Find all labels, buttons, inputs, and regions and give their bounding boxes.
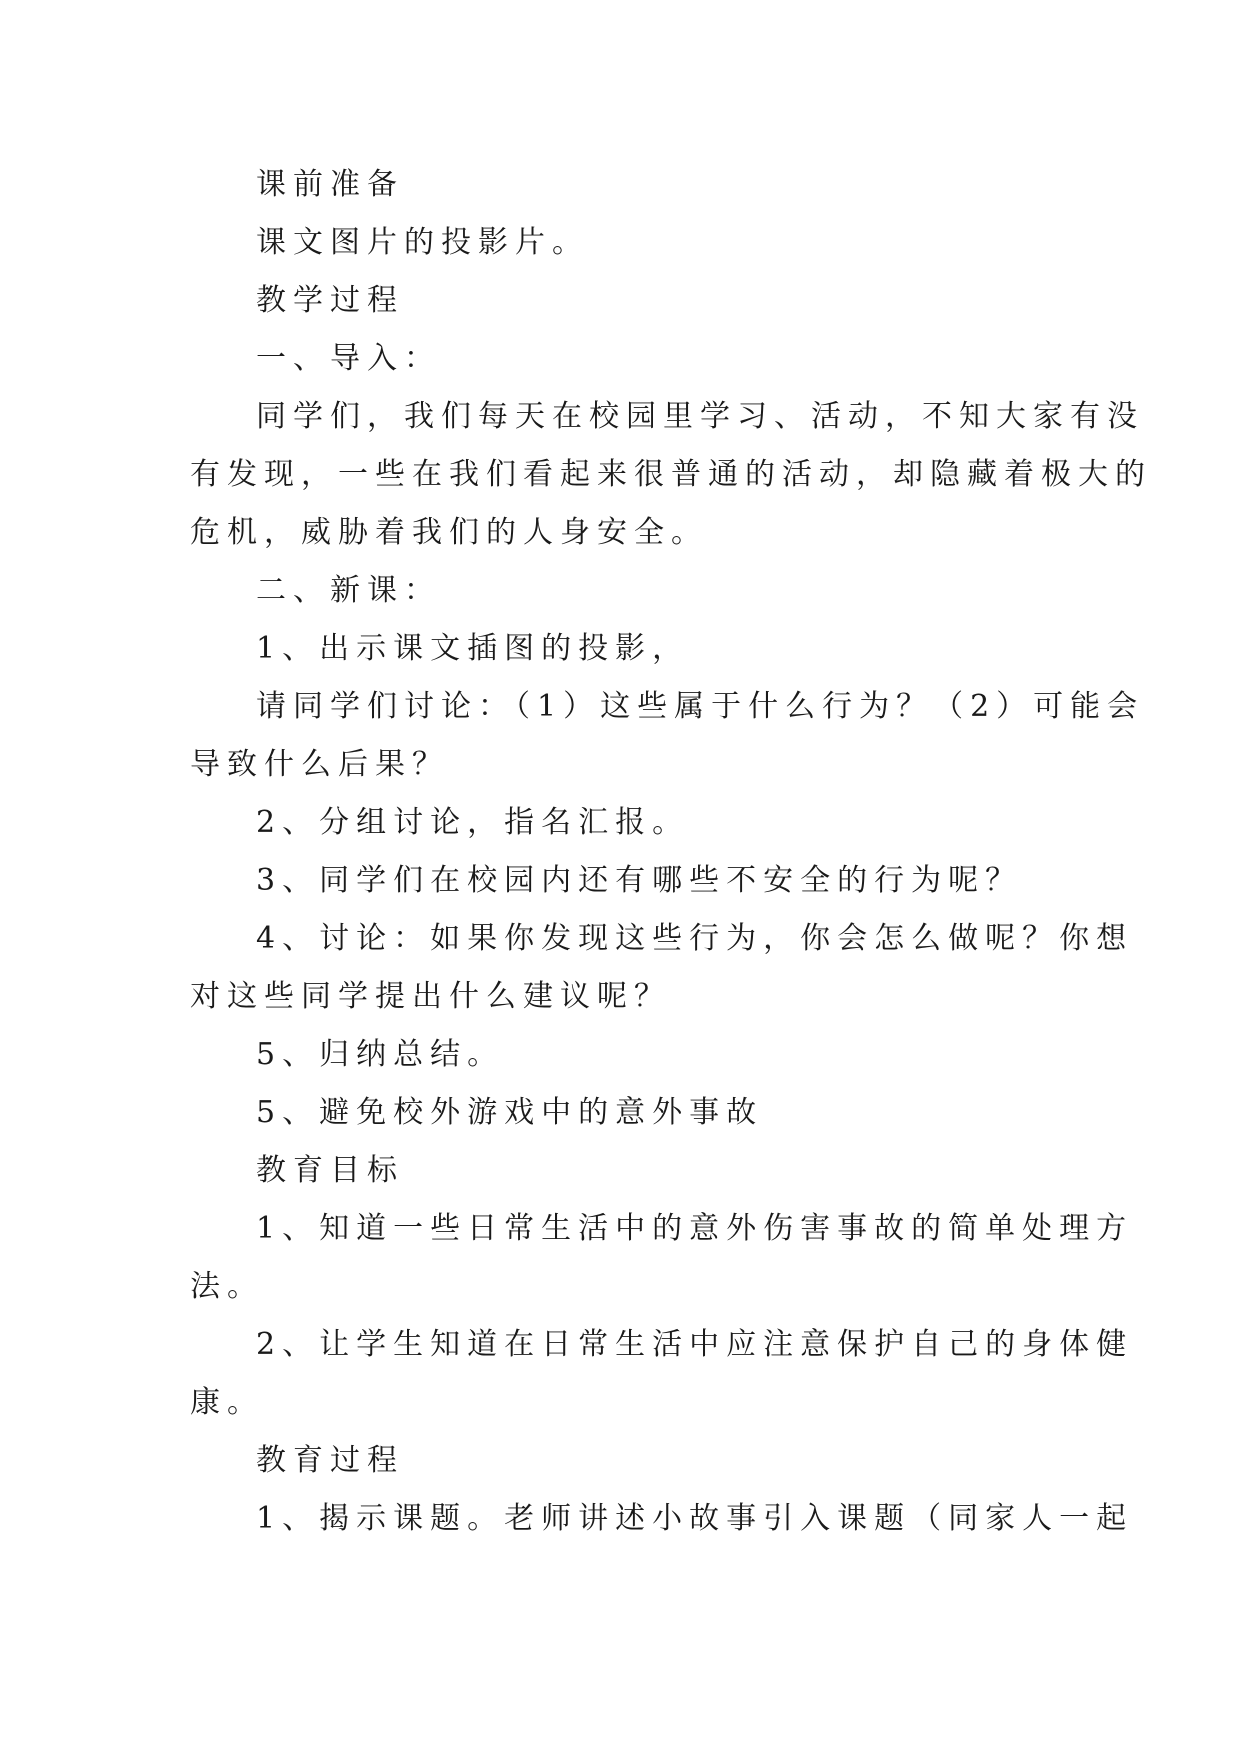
list-item: 1、揭示课题。老师讲述小故事引入课题（同家人一起 bbox=[256, 1501, 1134, 1536]
list-item: 4、讨论：如果你发现这些行为，你会怎么做呢？你想 bbox=[256, 921, 1134, 956]
paragraph-line: 请同学们讨论：（1）这些属于什么行为？（2）可能会 bbox=[256, 689, 1145, 724]
section-heading-new-lesson: 二、新课： bbox=[256, 573, 441, 608]
paragraph-line: 危机，威胁着我们的人身安全。 bbox=[190, 515, 708, 550]
list-item: 1、出示课文插图的投影， bbox=[256, 631, 690, 666]
paragraph-line: 导致什么后果？ bbox=[190, 747, 449, 782]
list-item: 5、归纳总结。 bbox=[256, 1037, 505, 1072]
heading-education-process: 教育过程 bbox=[256, 1443, 404, 1478]
heading-teaching-process: 教学过程 bbox=[256, 283, 404, 318]
paragraph-line: 法。 bbox=[190, 1269, 264, 1304]
paragraph-line: 课文图片的投影片。 bbox=[256, 225, 589, 260]
list-item: 2、分组讨论，指名汇报。 bbox=[256, 805, 690, 840]
list-item: 1、知道一些日常生活中的意外伤害事故的简单处理方 bbox=[256, 1211, 1134, 1246]
paragraph-line: 有发现，一些在我们看起来很普通的活动，却隐藏着极大的 bbox=[190, 457, 1152, 492]
section-heading-intro: 一、导入： bbox=[256, 341, 441, 376]
paragraph-line: 同学们，我们每天在校园里学习、活动，不知大家有没 bbox=[256, 399, 1144, 434]
paragraph-line: 康。 bbox=[190, 1385, 264, 1420]
paragraph-line: 对这些同学提出什么建议呢？ bbox=[190, 979, 671, 1014]
heading-avoid-accidents: 5、避免校外游戏中的意外事故 bbox=[256, 1095, 764, 1130]
list-item: 2、让学生知道在日常生活中应注意保护自己的身体健 bbox=[256, 1327, 1134, 1362]
heading-preparation: 课前准备 bbox=[256, 167, 404, 202]
list-item: 3、同学们在校园内还有哪些不安全的行为呢？ bbox=[256, 863, 1023, 898]
heading-education-goals: 教育目标 bbox=[256, 1153, 404, 1188]
